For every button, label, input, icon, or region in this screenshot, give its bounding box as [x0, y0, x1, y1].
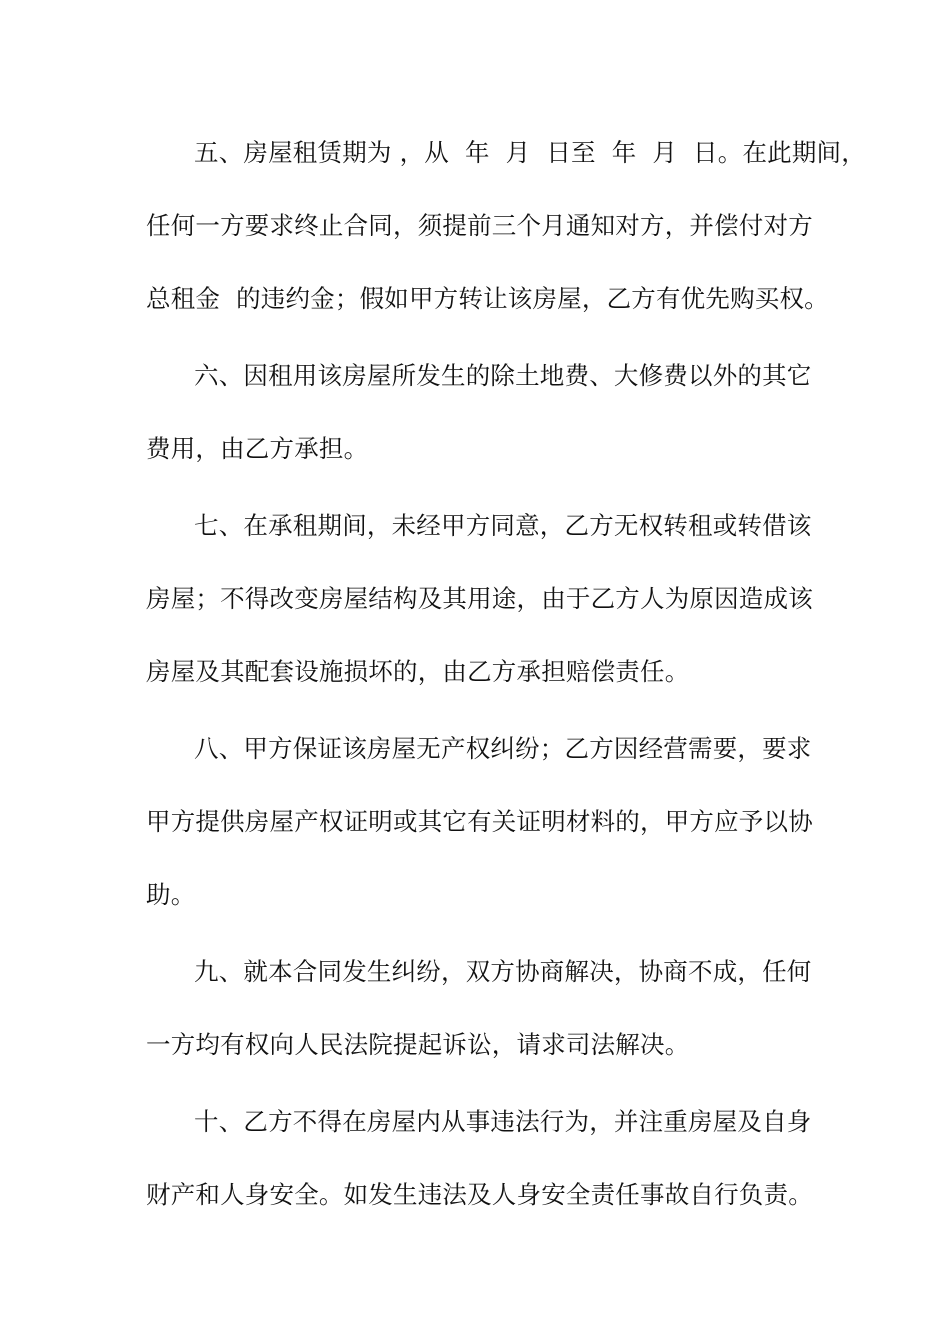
clause-6-line-2: 费用，由乙方承担。 [146, 434, 369, 463]
clause-9-line-2: 一方均有权向人民法院提起诉讼，请求司法解决。 [146, 1030, 690, 1059]
clause-8-line-3: 助。 [146, 880, 196, 909]
clause-5-line-1: 五、房屋租赁期为 ，从 年 月 日至 年 月 日。在此期间， [194, 138, 866, 167]
clause-10-line-1: 十、乙方不得在房屋内从事违法行为，并注重房屋及自身 [194, 1107, 812, 1136]
clause-7-line-3: 房屋及其配套设施损坏的，由乙方承担赔偿责任。 [146, 657, 690, 686]
clause-10-line-2: 财产和人身安全。如发生违法及人身安全责任事故自行负责。 [146, 1180, 813, 1209]
clause-6-line-1: 六、因租用该房屋所发生的除土地费、大修费以外的其它 [194, 361, 812, 390]
clause-8-line-1: 八、甲方保证该房屋无产权纠纷；乙方因经营需要，要求 [194, 734, 812, 763]
clause-5-line-2: 任何一方要求终止合同，须提前三个月通知对方，并偿付对方 [146, 211, 813, 240]
clause-7-line-1: 七、在承租期间，未经甲方同意，乙方无权转租或转借该 [194, 511, 812, 540]
clause-7-line-2: 房屋；不得改变房屋结构及其用途，由于乙方人为原因造成该 [146, 584, 813, 613]
clause-8-line-2: 甲方提供房屋产权证明或其它有关证明材料的，甲方应予以协 [146, 807, 813, 836]
clause-5-line-3: 总租金 的违约金；假如甲方转让该房屋，乙方有优先购买权。 [146, 284, 829, 313]
clause-9-line-1: 九、就本合同发生纠纷，双方协商解决，协商不成，任何 [194, 957, 812, 986]
